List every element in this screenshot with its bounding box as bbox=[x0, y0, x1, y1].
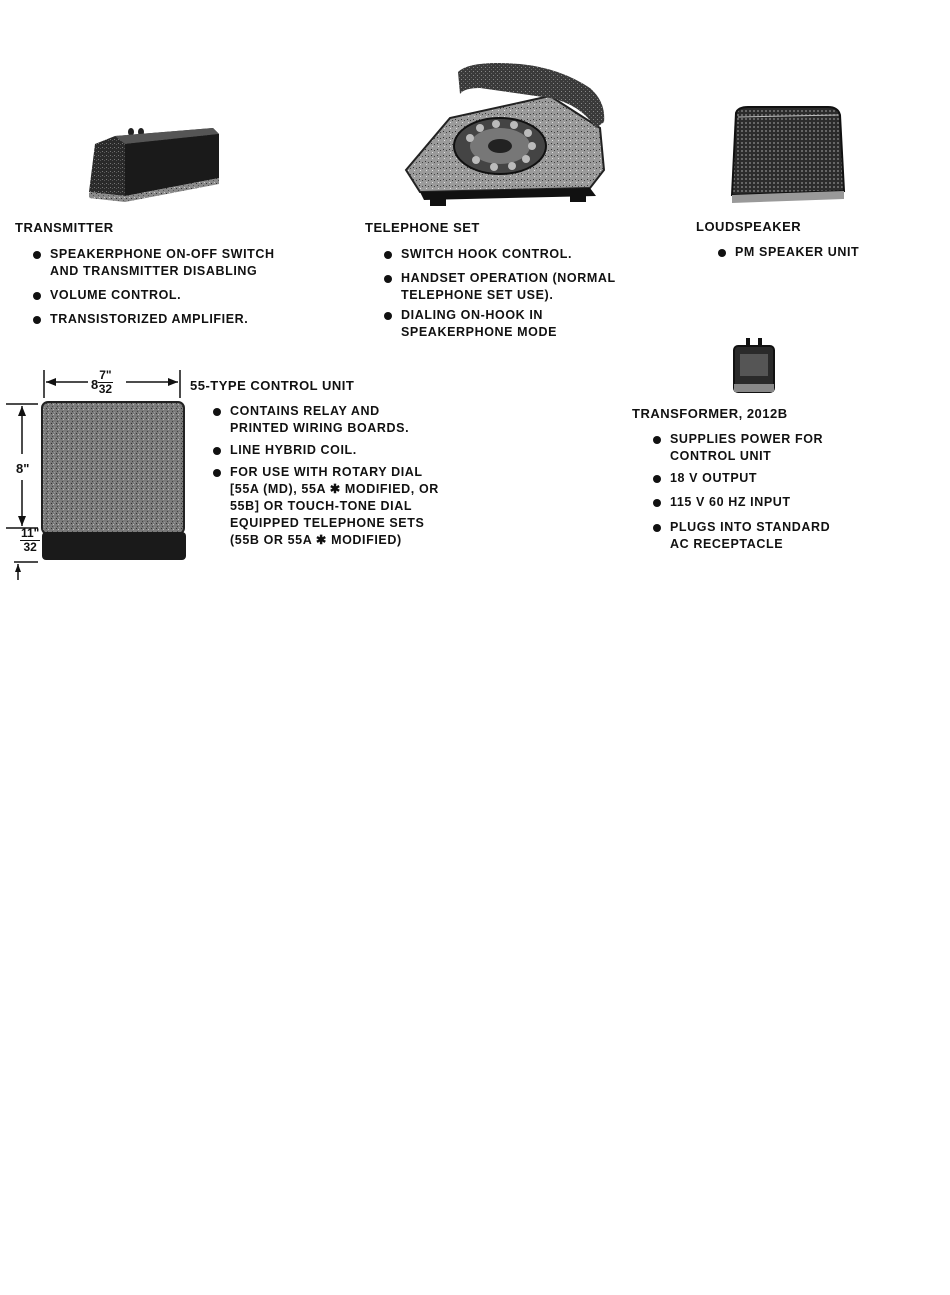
bullet-icon bbox=[653, 436, 661, 444]
transformer-item: SUPPLIES POWER FOR CONTROL UNIT bbox=[670, 431, 823, 465]
telephone-set-image bbox=[400, 58, 610, 210]
control-unit-width-dimension: 8 $\frac{7"}{32}$ bbox=[91, 368, 113, 396]
transformer-item: 115 V 60 HZ INPUT bbox=[670, 494, 791, 511]
bullet-icon bbox=[33, 316, 41, 324]
bullet-icon bbox=[213, 469, 221, 477]
control-unit-item: FOR USE WITH ROTARY DIAL [55A (MD), 55A ✱ MODIFIED, OR 55B] OR TOUCH-TONE DIAL EQUIPPED TELEPHONE SETS (55B OR 55A ✱ MODIFIED) bbox=[230, 464, 439, 549]
transmitter-title: TRANSMITTER bbox=[15, 220, 114, 235]
bullet-icon bbox=[33, 251, 41, 259]
bullet-icon bbox=[384, 312, 392, 320]
bullet-icon bbox=[213, 408, 221, 416]
loudspeaker-image bbox=[728, 105, 848, 205]
bullet-icon bbox=[718, 249, 726, 257]
bullet-icon bbox=[653, 524, 661, 532]
bullet-icon bbox=[33, 292, 41, 300]
bullet-icon bbox=[653, 499, 661, 507]
control-unit-title: 55-TYPE CONTROL UNIT bbox=[190, 378, 355, 393]
bullet-icon bbox=[653, 475, 661, 483]
control-unit-item: LINE HYBRID COIL. bbox=[230, 442, 357, 459]
transmitter-image bbox=[85, 122, 225, 204]
transformer-title: TRANSFORMER, 2012B bbox=[632, 406, 788, 421]
transformer-item: PLUGS INTO STANDARD AC RECEPTACLE bbox=[670, 519, 830, 553]
control-unit-height-dimension: 8" bbox=[16, 461, 30, 476]
telephone-set-item: SWITCH HOOK CONTROL. bbox=[401, 246, 572, 263]
bullet-icon bbox=[384, 275, 392, 283]
transmitter-item: SPEAKERPHONE ON-OFF SWITCH AND TRANSMITTER DISABLING bbox=[50, 246, 275, 280]
control-unit-base-dimension: $\frac{11"}{32}$ bbox=[21, 526, 40, 554]
transmitter-item: VOLUME CONTROL. bbox=[50, 287, 181, 304]
transformer-item: 18 V OUTPUT bbox=[670, 470, 757, 487]
bullet-icon bbox=[213, 447, 221, 455]
control-unit-item: CONTAINS RELAY AND PRINTED WIRING BOARDS. bbox=[230, 403, 409, 437]
loudspeaker-item: PM SPEAKER UNIT bbox=[735, 244, 859, 261]
transmitter-item: TRANSISTORIZED AMPLIFIER. bbox=[50, 311, 248, 328]
loudspeaker-title: LOUDSPEAKER bbox=[696, 219, 802, 234]
transformer-image bbox=[730, 336, 778, 396]
bullet-icon bbox=[384, 251, 392, 259]
telephone-set-title: TELEPHONE SET bbox=[365, 220, 480, 235]
telephone-set-item: DIALING ON-HOOK IN SPEAKERPHONE MODE bbox=[401, 307, 557, 341]
telephone-set-item: HANDSET OPERATION (NORMAL TELEPHONE SET USE). bbox=[401, 270, 616, 304]
